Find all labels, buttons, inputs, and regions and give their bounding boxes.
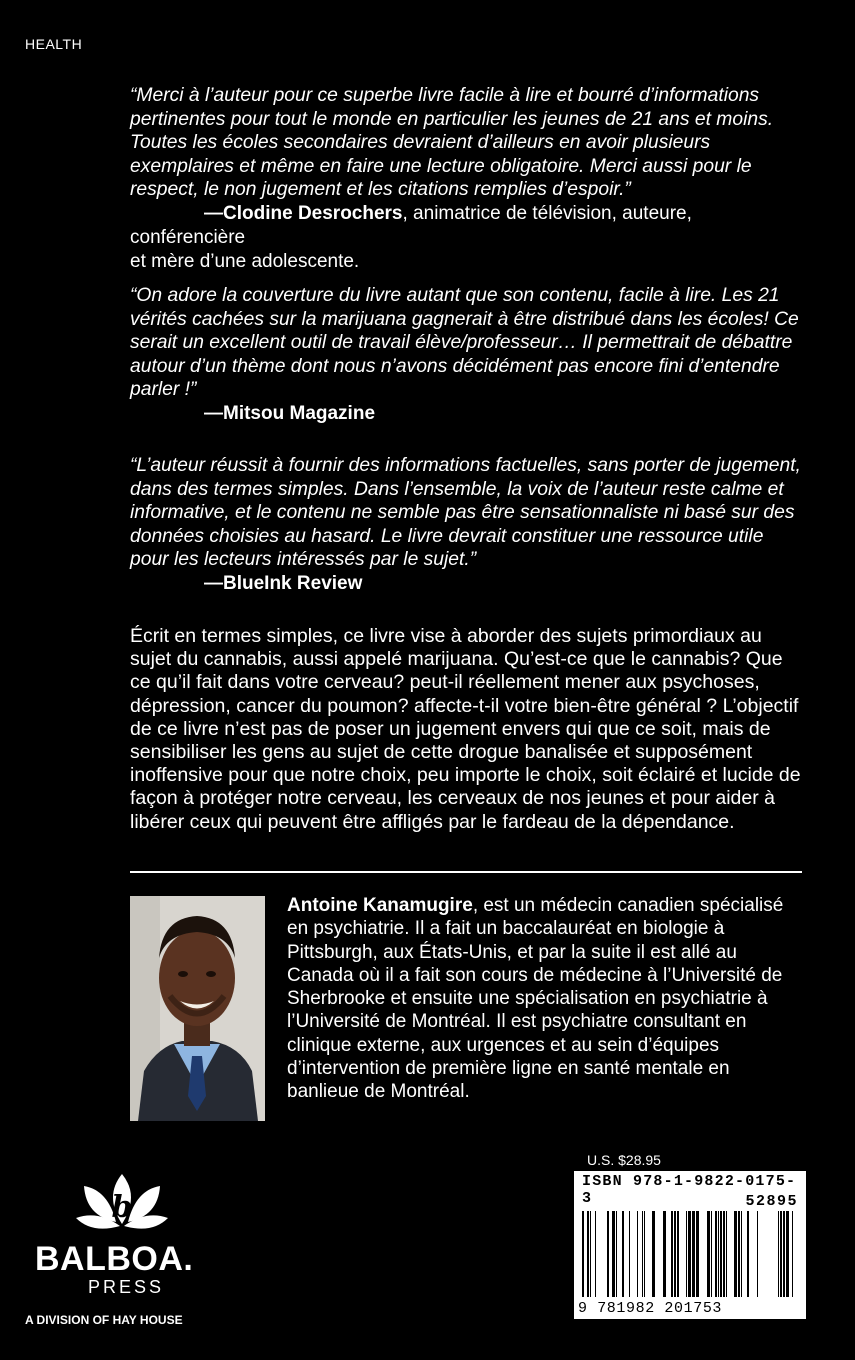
quote-attribution [130,202,802,274]
attribution-name: Clodine Desrochers [223,202,403,224]
author-portrait-icon [130,896,265,1121]
attribution-role-continued: et mère d’une adolescente. [130,250,360,272]
attribution-name: BlueInk Review [223,572,363,594]
divider [130,871,802,873]
quote-text: “L’auteur réussit à fournir des informations factuelles, sans porter de jugement, dans des termes simples. Dans l’ensemble, la voix de l’auteur reste calme et informative, et le contenu ne semble pas être sensationnaliste ni basé sur des données choisies au hasard. Le livre devrait constituer une ressource utile pour les lecteurs intéressés par le sujet.” [130,455,801,570]
attribution-dash: — [204,202,223,224]
isbn-label: ISBN 978-1-9822-0175-3 [582,1173,797,1207]
quote-text: “On adore la couverture du livre autant que son contenu, facile à lire. Les 21 vérités cachées sur la marijuana gagnerait à être distribué dans les écoles! Ce serait un excellent outil de travail élève/professeur… Il permettrait de débattre autour d’un thème dont nous n’avons décidément pas encore fini d’entendre parler !” [130,285,799,400]
quote-attribution [130,402,802,426]
book-description: Écrit en termes simples, ce livre vise à aborder des sujets primordiaux au sujet du cannabis, aussi appelé marijuana. Qu’est-ce que le cannabis? Que ce qu’il fait dans votre cerveau? peut-il réellement mener aux psychoses, dépression, cancer du poumon? affecte-t-il votre bien-être général ? L’objectif de ce livre n’est pas de poser un jugement envers qui que ce soit, mais de sensibiliser les gens au sujet de cette drogue banalisée et supposément inoffensive pour que notre choix, peu importe le choix, soit éclairé et lucide de façon à protéger notre cerveau, les cerveaux de nos jeunes et pour aider à libérer ceux qui peuvent être affligés par le fardeau de la dépendance. [130,625,801,833]
publisher-sub: PRESS [88,1277,165,1297]
quote-text: “Merci à l’auteur pour ce superbe livre facile à lire et bourré d’informations pertinentes pour tout le monde en particulier les jeunes de 21 ans et moins. Toutes les écoles secondaires devraient d’ailleurs en avoir plusieurs exemplaires et même en faire une lecture obligatoire. Merci aussi pour le respect, le non jugement et les citations remplies d’espoir.” [130,85,774,200]
attribution-dash: — [204,402,223,424]
publisher-name: BALBOA. [35,1240,194,1278]
logo-letter: b [111,1190,133,1225]
quote-attribution [130,572,802,596]
publisher-logo [25,1170,220,1245]
author-name: Antoine Kanamugire [287,895,473,916]
review-quote-2 [130,284,802,426]
price: U.S. $28.95 [587,1152,661,1168]
barcode-bars-icon [574,1171,806,1319]
category-label: HEALTH [25,36,83,52]
attribution-role: , animatrice de télévision, auteure, conférencière [130,202,692,248]
isbn-barcode [574,1171,806,1319]
review-quote-1 [130,84,802,274]
publisher-division: A DIVISION OF HAY HOUSE [25,1313,183,1327]
ean-number: 9 781982 201753 [578,1300,723,1317]
author-bio [287,894,802,1104]
price-code: 52895 [745,1193,798,1210]
author-photo [130,896,265,1121]
lotus-logo-icon [25,1170,220,1240]
attribution-name: Mitsou Magazine [223,402,376,424]
review-quote-3 [130,454,802,596]
author-bio-text: , est un médecin canadien spécialisé en psychiatrie. Il a fait un baccalauréat en biologie à Pittsburgh, aux États-Unis, et par la suite il est allé au Canada où il a fait son cours de médecine à l’Université de Sherbrooke et ensuite une spécialisation en psychiatrie à l’Université de Montréal. Il est psychiatre consultant en clinique externe, aux urgences et au sein d’équipes d’intervention de première ligne en santé mentale en banlieue de Montréal. [287,895,784,1103]
attribution-dash: — [204,572,223,594]
